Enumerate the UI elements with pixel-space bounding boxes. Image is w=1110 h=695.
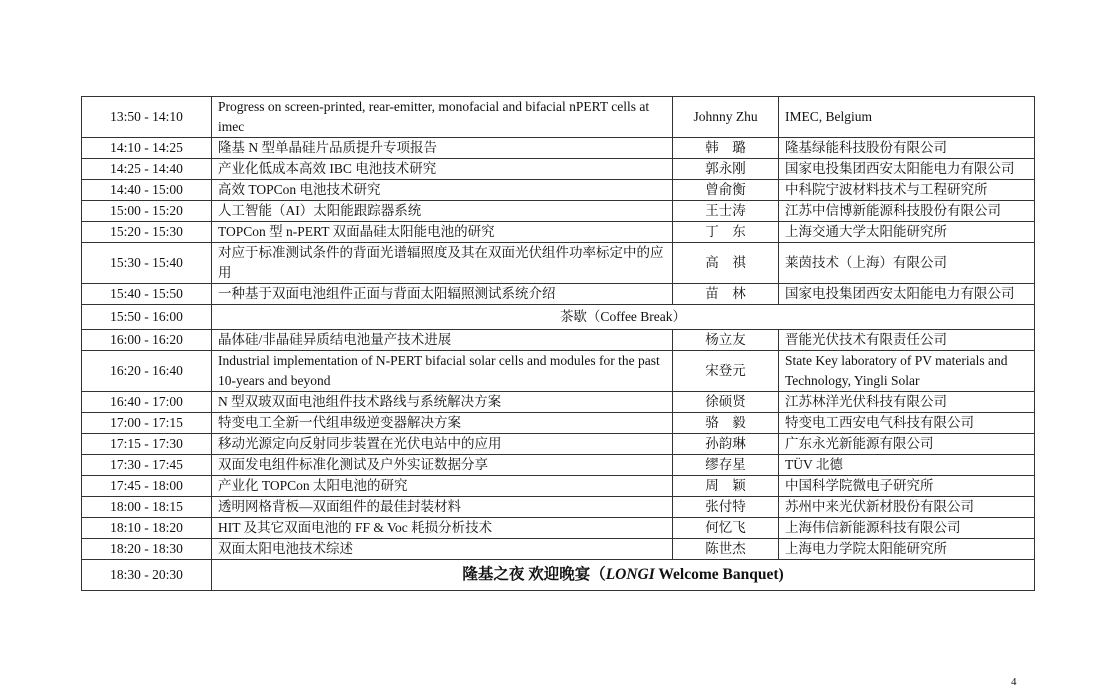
speaker-name: 王士涛 bbox=[673, 201, 779, 222]
talk-title: Industrial implementation of N-PERT bifacial solar cells and modules for the past 10-years and beyond bbox=[212, 351, 673, 392]
talk-title: 双面太阳电池技术综述 bbox=[212, 539, 673, 560]
session-time: 15:20 - 15:30 bbox=[82, 222, 212, 243]
speaker-name: 宋登元 bbox=[673, 351, 779, 392]
table-row bbox=[82, 351, 1035, 392]
talk-title: 移动光源定向反射同步装置在光伏电站中的应用 bbox=[212, 434, 673, 455]
session-time: 13:50 - 14:10 bbox=[82, 97, 212, 138]
speaker-name: 徐硕贤 bbox=[673, 392, 779, 413]
speaker-name: 丁 东 bbox=[673, 222, 779, 243]
speaker-name: 韩 璐 bbox=[673, 138, 779, 159]
session-time: 17:15 - 17:30 bbox=[82, 434, 212, 455]
table-row bbox=[82, 222, 1035, 243]
speaker-name: 杨立友 bbox=[673, 330, 779, 351]
organization: 特变电工西安电气科技有限公司 bbox=[779, 413, 1035, 434]
table-row bbox=[82, 305, 1035, 330]
session-time: 16:00 - 16:20 bbox=[82, 330, 212, 351]
agenda-table bbox=[81, 96, 1035, 591]
talk-title: 晶体硅/非晶硅异质结电池量产技术进展 bbox=[212, 330, 673, 351]
agenda-body bbox=[82, 97, 1035, 591]
table-row bbox=[82, 201, 1035, 222]
session-time: 14:40 - 15:00 bbox=[82, 180, 212, 201]
session-time: 18:30 - 20:30 bbox=[82, 560, 212, 591]
session-time: 15:40 - 15:50 bbox=[82, 284, 212, 305]
page-number: 4 bbox=[1011, 676, 1017, 688]
table-row bbox=[82, 97, 1035, 138]
table-row bbox=[82, 284, 1035, 305]
session-time: 14:25 - 14:40 bbox=[82, 159, 212, 180]
session-time: 18:20 - 18:30 bbox=[82, 539, 212, 560]
talk-title: N 型双玻双面电池组件技术路线与系统解决方案 bbox=[212, 392, 673, 413]
session-time: 15:50 - 16:00 bbox=[82, 305, 212, 330]
table-row bbox=[82, 159, 1035, 180]
session-time: 15:00 - 15:20 bbox=[82, 201, 212, 222]
organization: 广东永光新能源有限公司 bbox=[779, 434, 1035, 455]
talk-title: 隆基 N 型单晶硅片品质提升专项报告 bbox=[212, 138, 673, 159]
organization: 江苏林洋光伏科技有限公司 bbox=[779, 392, 1035, 413]
organization: TÜV 北德 bbox=[779, 455, 1035, 476]
banquet-label bbox=[212, 560, 1035, 591]
table-row bbox=[82, 413, 1035, 434]
coffee-break-label: 茶歇（Coffee Break） bbox=[212, 305, 1035, 330]
session-time: 17:45 - 18:00 bbox=[82, 476, 212, 497]
organization: 中国科学院微电子研究所 bbox=[779, 476, 1035, 497]
organization: 上海电力学院太阳能研究所 bbox=[779, 539, 1035, 560]
session-time: 17:30 - 17:45 bbox=[82, 455, 212, 476]
speaker-name: 何忆飞 bbox=[673, 518, 779, 539]
speaker-name: 郭永刚 bbox=[673, 159, 779, 180]
speaker-name: 曾俞衡 bbox=[673, 180, 779, 201]
talk-title: TOPCon 型 n-PERT 双面晶硅太阳能电池的研究 bbox=[212, 222, 673, 243]
organization: 国家电投集团西安太阳能电力有限公司 bbox=[779, 159, 1035, 180]
organization: 莱茵技术（上海）有限公司 bbox=[779, 243, 1035, 284]
session-time: 15:30 - 15:40 bbox=[82, 243, 212, 284]
talk-title: 产业化 TOPCon 太阳电池的研究 bbox=[212, 476, 673, 497]
talk-title: 产业化低成本高效 IBC 电池技术研究 bbox=[212, 159, 673, 180]
table-row bbox=[82, 518, 1035, 539]
table-row bbox=[82, 138, 1035, 159]
organization: 苏州中来光伏新材股份有限公司 bbox=[779, 497, 1035, 518]
table-row bbox=[82, 560, 1035, 591]
organization: 国家电投集团西安太阳能电力有限公司 bbox=[779, 284, 1035, 305]
talk-title: 透明网格背板—双面组件的最佳封装材料 bbox=[212, 497, 673, 518]
banquet-label-suffix: Welcome Banquet) bbox=[654, 566, 784, 583]
organization: 中科院宁波材料技术与工程研究所 bbox=[779, 180, 1035, 201]
session-time: 18:00 - 18:15 bbox=[82, 497, 212, 518]
session-time: 16:40 - 17:00 bbox=[82, 392, 212, 413]
talk-title: 人工智能（AI）太阳能跟踪器系统 bbox=[212, 201, 673, 222]
speaker-name: 周 颖 bbox=[673, 476, 779, 497]
organization: IMEC, Belgium bbox=[779, 97, 1035, 138]
table-row bbox=[82, 476, 1035, 497]
organization: State Key laboratory of PV materials and Technology, Yingli Solar bbox=[779, 351, 1035, 392]
table-row bbox=[82, 180, 1035, 201]
organization: 隆基绿能科技股份有限公司 bbox=[779, 138, 1035, 159]
speaker-name: Johnny Zhu bbox=[673, 97, 779, 138]
organization: 晋能光伏技术有限责任公司 bbox=[779, 330, 1035, 351]
session-time: 17:00 - 17:15 bbox=[82, 413, 212, 434]
talk-title: HIT 及其它双面电池的 FF & Voc 耗损分析技术 bbox=[212, 518, 673, 539]
table-row bbox=[82, 330, 1035, 351]
talk-title: 高效 TOPCon 电池技术研究 bbox=[212, 180, 673, 201]
table-row bbox=[82, 434, 1035, 455]
speaker-name: 高 祺 bbox=[673, 243, 779, 284]
session-time: 18:10 - 18:20 bbox=[82, 518, 212, 539]
speaker-name: 苗 林 bbox=[673, 284, 779, 305]
speaker-name: 陈世杰 bbox=[673, 539, 779, 560]
talk-title: 对应于标准测试条件的背面光谱辐照度及其在双面光伏组件功率标定中的应用 bbox=[212, 243, 673, 284]
table-row bbox=[82, 243, 1035, 284]
table-row bbox=[82, 539, 1035, 560]
organization: 上海伟信新能源科技有限公司 bbox=[779, 518, 1035, 539]
session-time: 16:20 - 16:40 bbox=[82, 351, 212, 392]
organization: 上海交通大学太阳能研究所 bbox=[779, 222, 1035, 243]
speaker-name: 孙韵琳 bbox=[673, 434, 779, 455]
banquet-label-prefix: 隆基之夜 欢迎晚宴（ bbox=[462, 566, 606, 583]
session-time: 14:10 - 14:25 bbox=[82, 138, 212, 159]
banquet-brand: LONGI bbox=[605, 566, 655, 583]
table-row bbox=[82, 392, 1035, 413]
speaker-name: 缪存星 bbox=[673, 455, 779, 476]
talk-title: 一种基于双面电池组件正面与背面太阳辐照测试系统介绍 bbox=[212, 284, 673, 305]
speaker-name: 张付特 bbox=[673, 497, 779, 518]
talk-title: 双面发电组件标准化测试及户外实证数据分享 bbox=[212, 455, 673, 476]
table-row bbox=[82, 455, 1035, 476]
table-row bbox=[82, 497, 1035, 518]
speaker-name: 骆 毅 bbox=[673, 413, 779, 434]
talk-title: Progress on screen-printed, rear-emitter, monofacial and bifacial nPERT cells at imec bbox=[212, 97, 673, 138]
talk-title: 特变电工全新一代组串级逆变器解决方案 bbox=[212, 413, 673, 434]
organization: 江苏中信博新能源科技股份有限公司 bbox=[779, 201, 1035, 222]
